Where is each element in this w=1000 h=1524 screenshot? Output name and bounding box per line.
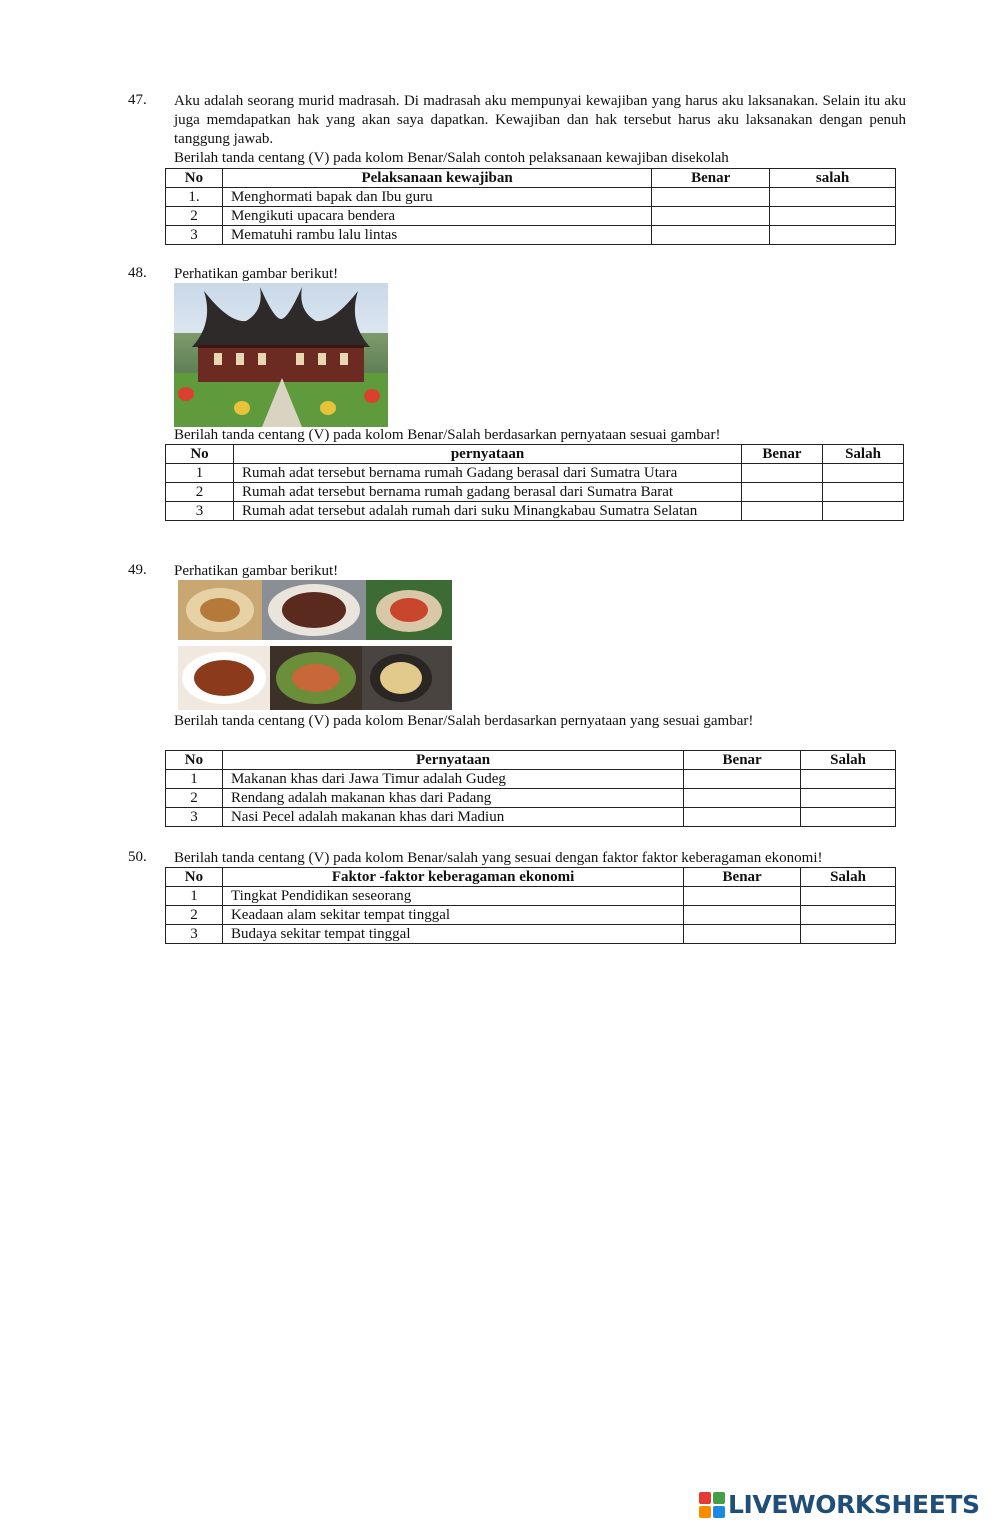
row-number: 1 xyxy=(166,464,234,483)
table-row xyxy=(166,464,904,483)
true-checkbox-cell[interactable] xyxy=(652,207,770,226)
food-photo xyxy=(178,580,262,640)
logo-block xyxy=(699,1506,711,1518)
false-checkbox-cell[interactable] xyxy=(823,502,904,521)
header-no: No xyxy=(166,169,223,188)
header-false: Salah xyxy=(801,868,896,887)
food-photo xyxy=(270,646,362,710)
true-checkbox-cell[interactable] xyxy=(742,483,823,502)
false-checkbox-cell[interactable] xyxy=(801,887,896,906)
answer-table-49 xyxy=(165,750,896,827)
row-statement: Nasi Pecel adalah makanan khas dari Madiun xyxy=(222,808,683,827)
true-checkbox-cell[interactable] xyxy=(684,925,801,944)
table-row xyxy=(166,188,896,207)
header-statement: pernyataan xyxy=(234,445,742,464)
question-instruction: Berilah tanda centang (V) pada kolom Benar/Salah berdasarkan pernyataan yang sesuai gambar! xyxy=(174,713,754,729)
rumah-gadang-image xyxy=(174,283,388,427)
row-number: 3 xyxy=(166,808,223,827)
question-body xyxy=(174,92,906,168)
row-statement: Rumah adat tersebut bernama rumah gadang berasal dari Sumatra Barat xyxy=(234,483,742,502)
logo-text: LIVEWORKSHEETS xyxy=(728,1490,980,1519)
true-checkbox-cell[interactable] xyxy=(652,226,770,245)
row-number: 1. xyxy=(166,188,223,207)
true-checkbox-cell[interactable] xyxy=(742,464,823,483)
logo-block xyxy=(699,1492,711,1504)
question-prompt: Perhatikan gambar berikut! xyxy=(174,266,339,282)
question-body-instruction xyxy=(174,426,906,445)
row-number: 1 xyxy=(166,770,223,789)
question-number: 48. xyxy=(128,265,147,281)
row-statement: Budaya sekitar tempat tinggal xyxy=(222,925,683,944)
question-number: 50. xyxy=(128,849,147,865)
question-body xyxy=(174,849,934,868)
true-checkbox-cell[interactable] xyxy=(684,770,801,789)
food-photo xyxy=(262,580,366,640)
true-checkbox-cell[interactable] xyxy=(684,906,801,925)
answer-table-47 xyxy=(165,168,896,245)
answer-table-50 xyxy=(165,867,896,944)
header-statement: Faktor -faktor keberagaman ekonomi xyxy=(222,868,683,887)
table-header-row xyxy=(166,169,896,188)
false-checkbox-cell[interactable] xyxy=(770,188,896,207)
food-photo xyxy=(362,646,452,710)
false-checkbox-cell[interactable] xyxy=(823,483,904,502)
header-statement: Pelaksanaan kewajiban xyxy=(222,169,651,188)
false-checkbox-cell[interactable] xyxy=(801,925,896,944)
row-statement: Menghormati bapak dan Ibu guru xyxy=(222,188,651,207)
row-number: 2 xyxy=(166,906,223,925)
table-header-row xyxy=(166,751,896,770)
question-number: 49. xyxy=(128,562,147,578)
row-statement: Rumah adat tersebut bernama rumah Gadang berasal dari Sumatra Utara xyxy=(234,464,742,483)
row-number: 3 xyxy=(166,226,223,245)
question-prompt: Perhatikan gambar berikut! xyxy=(174,563,339,579)
liveworksheets-logo-icon xyxy=(698,1491,726,1519)
row-statement: Rendang adalah makanan khas dari Padang xyxy=(222,789,683,808)
true-checkbox-cell[interactable] xyxy=(684,808,801,827)
header-no: No xyxy=(166,445,234,464)
header-no: No xyxy=(166,868,223,887)
table-row xyxy=(166,906,896,925)
header-statement: Pernyataan xyxy=(222,751,683,770)
question-instruction: Berilah tanda centang (V) pada kolom Benar/Salah berdasarkan pernyataan sesuai gambar! xyxy=(174,427,721,443)
header-no: No xyxy=(166,751,223,770)
row-number: 3 xyxy=(166,925,223,944)
question-body xyxy=(174,265,906,284)
header-false: Salah xyxy=(823,445,904,464)
header-true: Benar xyxy=(684,868,801,887)
liveworksheets-logo[interactable] xyxy=(698,1490,994,1520)
table-header-row xyxy=(166,868,896,887)
row-statement: Tingkat Pendidikan seseorang xyxy=(222,887,683,906)
table-row xyxy=(166,207,896,226)
answer-table-48 xyxy=(165,444,904,521)
false-checkbox-cell[interactable] xyxy=(801,789,896,808)
row-statement: Mengikuti upacara bendera xyxy=(222,207,651,226)
food-photo xyxy=(366,580,452,640)
table-row xyxy=(166,770,896,789)
header-false: Salah xyxy=(801,751,896,770)
false-checkbox-cell[interactable] xyxy=(770,207,896,226)
table-row xyxy=(166,226,896,245)
row-number: 3 xyxy=(166,502,234,521)
row-statement: Keadaan alam sekitar tempat tinggal xyxy=(222,906,683,925)
logo-block xyxy=(713,1506,725,1518)
true-checkbox-cell[interactable] xyxy=(742,502,823,521)
false-checkbox-cell[interactable] xyxy=(801,808,896,827)
row-statement: Makanan khas dari Jawa Timur adalah Gudeg xyxy=(222,770,683,789)
true-checkbox-cell[interactable] xyxy=(684,789,801,808)
header-false: salah xyxy=(770,169,896,188)
question-paragraph: Aku adalah seorang murid madrasah. Di madrasah aku mempunyai kewajiban yang harus aku laksanakan. Selain itu aku juga memdapatkan hak yang akan saya dapatkan. Kewajiban dan hak tersebut harus aku laksanakan dengan penuh tanggung jawab. xyxy=(174,93,906,147)
question-body xyxy=(174,562,906,581)
row-number: 1 xyxy=(166,887,223,906)
question-number: 47. xyxy=(128,92,147,108)
row-number: 2 xyxy=(166,483,234,502)
header-true: Benar xyxy=(652,169,770,188)
question-body-instruction xyxy=(174,712,906,731)
row-statement: Mematuhi rambu lalu lintas xyxy=(222,226,651,245)
false-checkbox-cell[interactable] xyxy=(770,226,896,245)
food-collage-image xyxy=(178,580,452,710)
header-true: Benar xyxy=(742,445,823,464)
true-checkbox-cell[interactable] xyxy=(684,887,801,906)
logo-block xyxy=(713,1492,725,1504)
table-row xyxy=(166,789,896,808)
false-checkbox-cell[interactable] xyxy=(801,770,896,789)
food-photo xyxy=(178,646,270,710)
row-number: 2 xyxy=(166,207,223,226)
false-checkbox-cell[interactable] xyxy=(823,464,904,483)
table-row xyxy=(166,925,896,944)
table-row xyxy=(166,502,904,521)
true-checkbox-cell[interactable] xyxy=(652,188,770,207)
question-instruction: Berilah tanda centang (V) pada kolom Benar/salah yang sesuai dengan faktor faktor keberagaman ekonomi! xyxy=(174,850,823,866)
question-instruction: Berilah tanda centang (V) pada kolom Benar/Salah contoh pelaksanaan kewajiban disekolah xyxy=(174,150,729,166)
row-number: 2 xyxy=(166,789,223,808)
false-checkbox-cell[interactable] xyxy=(801,906,896,925)
row-statement: Rumah adat tersebut adalah rumah dari suku Minangkabau Sumatra Selatan xyxy=(234,502,742,521)
table-row xyxy=(166,808,896,827)
table-row xyxy=(166,483,904,502)
table-header-row xyxy=(166,445,904,464)
table-row xyxy=(166,887,896,906)
header-true: Benar xyxy=(684,751,801,770)
